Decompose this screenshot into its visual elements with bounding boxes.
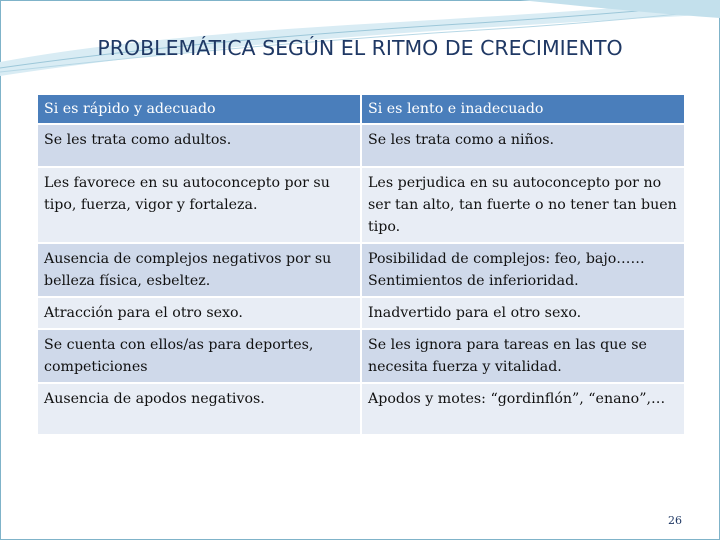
table-row <box>37 329 685 383</box>
page-number: 26 <box>668 514 682 527</box>
table-cell: Apodos y motes: “gordinflón”, “enano”,… <box>361 383 685 435</box>
table-cell: Ausencia de apodos negativos. <box>37 383 361 435</box>
table-row <box>37 124 685 167</box>
table-cell: Les perjudica en su autoconcepto por no ser tan alto, tan fuerte o no tener tan buen tipo. <box>361 167 685 243</box>
table-cell: Se les trata como adultos. <box>37 124 361 167</box>
table-cell: Atracción para el otro sexo. <box>37 297 361 329</box>
slide-title: PROBLEMÁTICA SEGÚN EL RITMO DE CRECIMIENTO <box>97 36 623 60</box>
table-cell: Se les ignora para tareas en las que se necesita fuerza y vitalidad. <box>361 329 685 383</box>
table-cell: Ausencia de complejos negativos por su belleza física, esbeltez. <box>37 243 361 297</box>
table-row <box>37 243 685 297</box>
table-cell: Se cuenta con ellos/as para deportes, competiciones <box>37 329 361 383</box>
header-fast-growth: Si es rápido y adecuado <box>37 94 361 124</box>
comparison-table <box>36 93 686 436</box>
table-row <box>37 383 685 435</box>
table-header-row <box>37 94 685 124</box>
table-cell: Inadvertido para el otro sexo. <box>361 297 685 329</box>
header-slow-growth: Si es lento e inadecuado <box>361 94 685 124</box>
table-cell: Les favorece en su autoconcepto por su tipo, fuerza, vigor y fortaleza. <box>37 167 361 243</box>
table-cell: Se les trata como a niños. <box>361 124 685 167</box>
table-row <box>37 167 685 243</box>
table-row <box>37 297 685 329</box>
table-cell: Posibilidad de complejos: feo, bajo…… Sentimientos de inferioridad. <box>361 243 685 297</box>
